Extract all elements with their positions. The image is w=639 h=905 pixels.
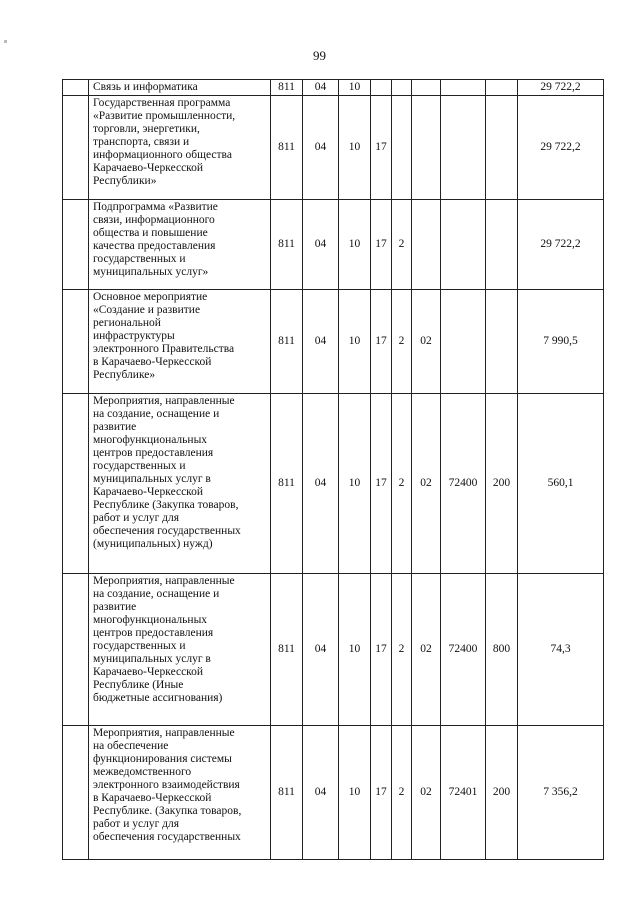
item-name-line: Республики»: [93, 175, 157, 187]
subsection-code-cell: 10: [339, 80, 371, 96]
item-name-line: Республике»: [93, 369, 156, 381]
item-name-line: «Создание и развитие: [93, 304, 201, 316]
subsection-code-cell: 10: [339, 574, 371, 726]
section-code-cell: 04: [303, 394, 339, 574]
ministry-code-cell: 811: [271, 80, 303, 96]
item-name-line: электронного взаимодействия: [93, 779, 240, 791]
table-row: [63, 290, 604, 394]
item-name-line: Республике (Иные: [93, 679, 184, 691]
section-code-cell: 04: [303, 96, 339, 200]
section-code-cell: 04: [303, 574, 339, 726]
item-name-line: работ и услуг для: [93, 818, 180, 830]
item-name-line: на создание, оснащение и: [93, 588, 220, 600]
item-name-line: Республике (Закупка товаров,: [93, 499, 239, 511]
amount-cell: 7 356,2: [518, 726, 604, 860]
item-name-line: на обеспечение: [93, 740, 169, 752]
expense-type-code-cell: 200: [486, 394, 518, 574]
expense-direction-code-cell: [441, 80, 486, 96]
item-name-cell: [89, 726, 271, 860]
row-number-cell: [63, 726, 89, 860]
amount-cell: 29 722,2: [518, 200, 604, 290]
row-number-cell: [63, 80, 89, 96]
amount-cell: 560,1: [518, 394, 604, 574]
item-name-line: на создание, оснащение и: [93, 408, 220, 420]
item-name-line: многофункциональных: [93, 434, 208, 446]
program-code-cell: 17: [371, 290, 392, 394]
ministry-code-cell: 811: [271, 200, 303, 290]
item-name-line: в Карачаево-Черкесской: [93, 356, 212, 368]
row-number-cell: [63, 200, 89, 290]
subsection-code-cell: 10: [339, 726, 371, 860]
row-number-cell: [63, 394, 89, 574]
expense-type-code-cell: [486, 96, 518, 200]
amount-cell: 7 990,5: [518, 290, 604, 394]
item-name-line: Связь и информатика: [93, 81, 198, 93]
item-name-line: работ и услуг для: [93, 512, 180, 524]
expense-direction-code-cell: 72401: [441, 726, 486, 860]
expense-direction-code-cell: [441, 290, 486, 394]
row-number-cell: [63, 96, 89, 200]
main-event-code-cell: [412, 96, 441, 200]
expense-direction-code-cell: 72400: [441, 574, 486, 726]
section-code-cell: 04: [303, 726, 339, 860]
expense-direction-code-cell: [441, 200, 486, 290]
item-name-line: развитие: [93, 421, 137, 433]
subsection-code-cell: 10: [339, 394, 371, 574]
item-name-line: государственных и: [93, 640, 186, 652]
item-name-line: качества предоставления: [93, 240, 216, 252]
table-row: [63, 726, 604, 860]
main-event-code-cell: 02: [412, 726, 441, 860]
item-name-line: Основное мероприятие: [93, 291, 208, 303]
expense-type-code-cell: [486, 200, 518, 290]
item-name-line: Подпрограмма «Развитие: [93, 201, 218, 213]
main-event-code-cell: [412, 80, 441, 96]
item-name-line: муниципальных услуг в: [93, 653, 211, 665]
subprogram-code-cell: 2: [392, 574, 412, 726]
item-name-line: Карачаево-Черкесской: [93, 486, 204, 498]
table-row: [63, 80, 604, 96]
item-name-line: обеспечения государственных: [93, 831, 241, 843]
expense-direction-code-cell: [441, 96, 486, 200]
item-name-line: центров предоставления: [93, 447, 214, 459]
expense-type-code-cell: 200: [486, 726, 518, 860]
item-name-line: Государственная программа: [93, 97, 231, 109]
item-name-line: «Развитие промышленности,: [93, 110, 236, 122]
item-name-cell: [89, 80, 271, 96]
item-name-cell: [89, 290, 271, 394]
item-name-line: электронного Правительства: [93, 343, 235, 355]
item-name-line: Мероприятия, направленные: [93, 575, 235, 587]
item-name-line: многофункциональных: [93, 614, 208, 626]
section-code-cell: 04: [303, 290, 339, 394]
item-name-cell: [89, 200, 271, 290]
budget-table: [62, 79, 604, 860]
item-name-line: функционирования системы: [93, 753, 232, 765]
item-name-line: транспорта, связи и: [93, 136, 190, 148]
item-name-line: бюджетные ассигнования): [93, 692, 223, 704]
item-name-line: связи, информационного: [93, 214, 215, 226]
main-event-code-cell: 02: [412, 574, 441, 726]
main-event-code-cell: 02: [412, 290, 441, 394]
subprogram-code-cell: [392, 80, 412, 96]
main-event-code-cell: [412, 200, 441, 290]
subprogram-code-cell: 2: [392, 394, 412, 574]
subsection-code-cell: 10: [339, 290, 371, 394]
ministry-code-cell: 811: [271, 96, 303, 200]
row-number-cell: [63, 290, 89, 394]
item-name-line: муниципальных услуг»: [93, 266, 209, 278]
section-code-cell: 04: [303, 200, 339, 290]
item-name-line: Мероприятия, направленные: [93, 727, 235, 739]
table-row: [63, 394, 604, 574]
subprogram-code-cell: 2: [392, 200, 412, 290]
item-name-line: центров предоставления: [93, 627, 214, 639]
item-name-line: (муниципальных) нужд): [93, 538, 213, 550]
table-row: [63, 96, 604, 200]
amount-cell: 29 722,2: [518, 80, 604, 96]
item-name-line: Республике. (Закупка товаров,: [93, 805, 242, 817]
main-event-code-cell: 02: [412, 394, 441, 574]
item-name-line: Мероприятия, направленные: [93, 395, 235, 407]
item-name-line: торговли, энергетики,: [93, 123, 200, 135]
program-code-cell: 17: [371, 394, 392, 574]
expense-type-code-cell: 800: [486, 574, 518, 726]
item-name-cell: [89, 574, 271, 726]
table-row: [63, 200, 604, 290]
ministry-code-cell: 811: [271, 726, 303, 860]
item-name-line: государственных и: [93, 253, 186, 265]
page-number: 99: [313, 48, 326, 63]
item-name-cell: [89, 394, 271, 574]
item-name-line: муниципальных услуг в: [93, 473, 211, 485]
item-name-line: государственных и: [93, 460, 186, 472]
subprogram-code-cell: 2: [392, 726, 412, 860]
section-code-cell: 04: [303, 80, 339, 96]
table-body: [63, 80, 604, 860]
program-code-cell: 17: [371, 726, 392, 860]
table-row: [63, 574, 604, 726]
item-name-line: развитие: [93, 601, 137, 613]
expense-type-code-cell: [486, 80, 518, 96]
subsection-code-cell: 10: [339, 200, 371, 290]
item-name-line: обеспечения государственных: [93, 525, 241, 537]
scan-speck: [4, 40, 7, 43]
row-number-cell: [63, 574, 89, 726]
subprogram-code-cell: [392, 96, 412, 200]
expense-direction-code-cell: 72400: [441, 394, 486, 574]
item-name-line: инфраструктуры: [93, 330, 175, 342]
item-name-cell: [89, 96, 271, 200]
item-name-line: общества и повышение: [93, 227, 208, 239]
ministry-code-cell: 811: [271, 290, 303, 394]
item-name-line: информационного общества: [93, 149, 232, 161]
program-code-cell: 17: [371, 96, 392, 200]
item-name-line: в Карачаево-Черкесской: [93, 792, 212, 804]
amount-cell: 29 722,2: [518, 96, 604, 200]
subsection-code-cell: 10: [339, 96, 371, 200]
program-code-cell: 17: [371, 574, 392, 726]
item-name-line: региональной: [93, 317, 161, 329]
program-code-cell: [371, 80, 392, 96]
ministry-code-cell: 811: [271, 574, 303, 726]
subprogram-code-cell: 2: [392, 290, 412, 394]
item-name-line: Карачаево-Черкесской: [93, 162, 204, 174]
ministry-code-cell: 811: [271, 394, 303, 574]
amount-cell: 74,3: [518, 574, 604, 726]
program-code-cell: 17: [371, 200, 392, 290]
item-name-line: межведомственного: [93, 766, 192, 778]
expense-type-code-cell: [486, 290, 518, 394]
item-name-line: Карачаево-Черкесской: [93, 666, 204, 678]
